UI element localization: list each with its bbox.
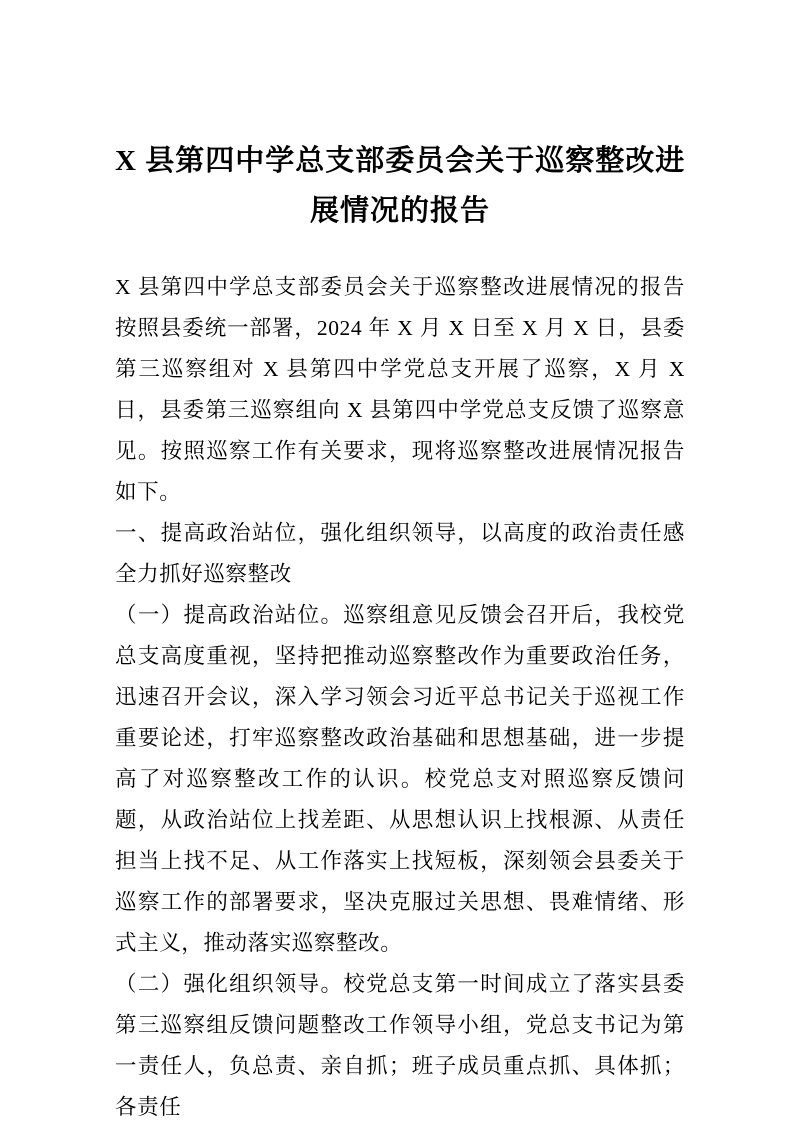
paragraph-section-1-2: （二）强化组织领导。校党总支第一时间成立了落实县委第三巡察组反馈问题整改工作领导小组，党总支书记为第一责任人，负总责、亲自抓；班子成员重点抓、具体抓；各责任 — [115, 972, 685, 1120]
document-body — [115, 267, 685, 1122]
title-line-2: 展情况的报告 — [309, 195, 490, 228]
document-title — [115, 136, 685, 236]
section-heading-1: 一、提高政治站位，强化组织领导，以高度的政治责任感全力抓好巡察整改 — [115, 521, 685, 587]
paragraph-intro: X 县第四中学总支部委员会关于巡察整改进展情况的报告按照县委统一部署，2024 年 X 月 X 日至 X 月 X 日，县委第三巡察组对 X 县第四中学党总支开展了巡察，X 月 X 日，县委第三巡察组向 X 县第四中学党总支反馈了巡察意见。按照巡察工作有关要求，现将巡察整改进展情况报告如下。 — [115, 275, 685, 505]
title-line-1: X 县第四中学总支部委员会关于巡察整改进 — [115, 145, 686, 178]
paragraph-section-1-1: （一）提高政治站位。巡察组意见反馈会召开后，我校党总支高度重视，坚持把推动巡察整改作为重要政治任务，迅速召开会议，深入学习领会习近平总书记关于巡视工作重要论述，打牢巡察整改政治基础和思想基础，进一步提高了对巡察整改工作的认识。校党总支对照巡察反馈问题，从政治站位上找差距、从思想认识上找根源、从责任担当上找不足、从工作落实上找短板，深刻领会县委关于巡察工作的部署要求，坚决克服过关思想、畏难情绪、形式主义，推动落实巡察整改。 — [115, 603, 685, 956]
